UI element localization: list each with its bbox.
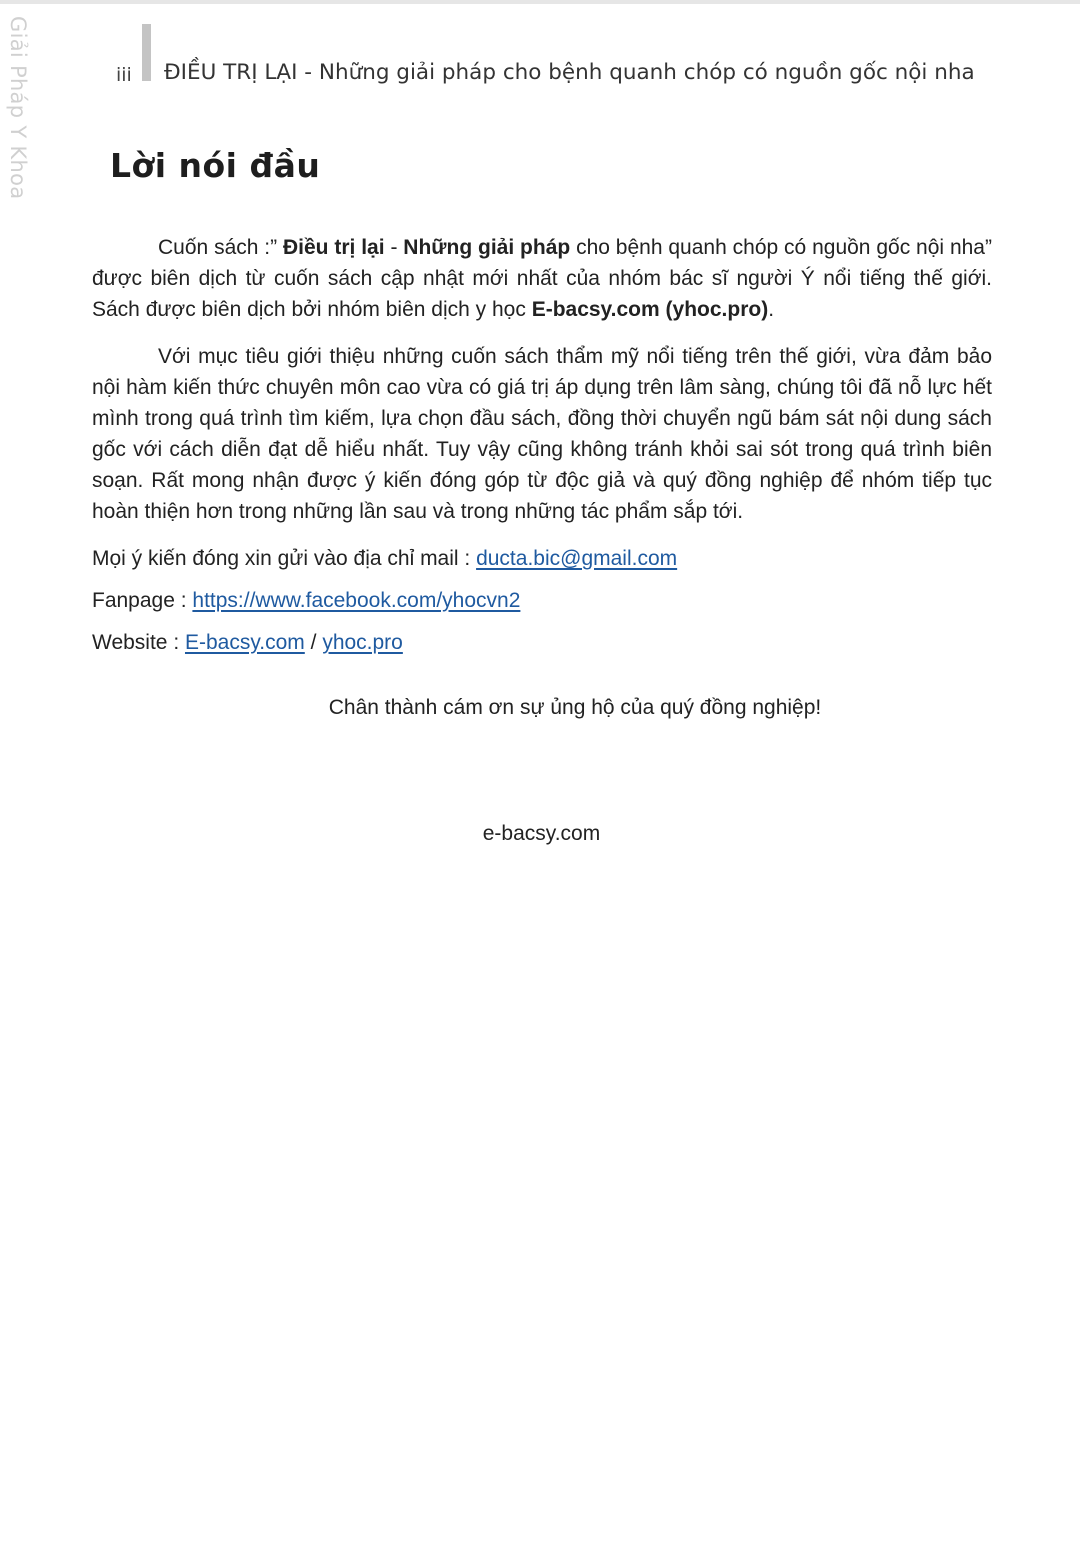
top-border (0, 0, 1080, 4)
page-number: iii (116, 64, 132, 86)
p1-text-d: . (768, 298, 775, 321)
page-title: Lời nói đầu (110, 146, 321, 185)
contact-fanpage-line (92, 585, 992, 616)
p1-bold-publisher: E-bacsy.com (yhoc.pro) (531, 298, 769, 321)
website-label: Website : (92, 631, 185, 654)
contact-website-line (92, 627, 992, 658)
website-link-yhoc[interactable]: yhoc.pro (322, 631, 403, 654)
thanks-message: Chân thành cám ơn sự ủng hộ của quý đồng nghiệp! (328, 696, 822, 719)
intro-paragraph-1 (92, 232, 992, 325)
fanpage-link[interactable]: https://www.facebook.com/yhocvn2 (192, 589, 521, 612)
p1-text-a: Cuốn sách :” (158, 236, 283, 259)
p1-text-c: cho bệnh quanh chóp có nguồn gốc nội nha” được biên dịch từ cuốn sách cập nhật mới nhất của nhóm bác sĩ người Ý nổi tiếng thế giới. Sách được biên dịch bởi nhóm biên dịch y học (92, 236, 992, 321)
intro-paragraph-2: Với mục tiêu giới thiệu những cuốn sách thẩm mỹ nổi tiếng trên thế giới, vừa đảm bảo nội hàm kiến thức chuyên môn cao vừa có giá trị áp dụng trên lâm sàng, chúng tôi đã nỗ lực hết mình trong quá trình tìm kiếm, lựa chọn đầu sách, đồng thời chuyển ngũ bám sát nội dung sách gốc với cách diễn đạt dễ hiểu nhất. Tuy vậy cũng không tránh khỏi sai sót trong quá trình biên soạn. Rất mong nhận được ý kiến đóng góp từ độc giả và quý đồng nghiệp để nhóm tiếp tục hoàn thiện hơn trong những lần sau và trong những tác phẩm sắp tới. (92, 345, 992, 523)
website-link-ebacsy[interactable]: E-bacsy.com (184, 631, 305, 654)
header-divider-bar (142, 24, 151, 81)
email-link[interactable]: ducta.bic@gmail.com (476, 547, 678, 570)
side-watermark: Giải Pháp Y Khoa (6, 16, 30, 200)
p1-bold-title-2: Những giải pháp (403, 236, 571, 259)
p1-bold-title-1: Điều trị lại (282, 236, 385, 259)
running-header-title: ĐIỀU TRỊ LẠI - Những giải pháp cho bệnh quanh chóp có nguồn gốc nội nha (164, 60, 975, 85)
mail-label: Mọi ý kiến đóng xin gửi vào địa chỉ mail : (92, 547, 477, 570)
footer-website: e-bacsy.com (482, 822, 601, 845)
fanpage-label: Fanpage : (92, 589, 193, 612)
contact-mail-line (92, 543, 992, 574)
website-separator: / (304, 631, 323, 654)
preface-body (92, 232, 992, 669)
p1-text-b: - (384, 236, 404, 259)
page-header (0, 24, 1080, 94)
